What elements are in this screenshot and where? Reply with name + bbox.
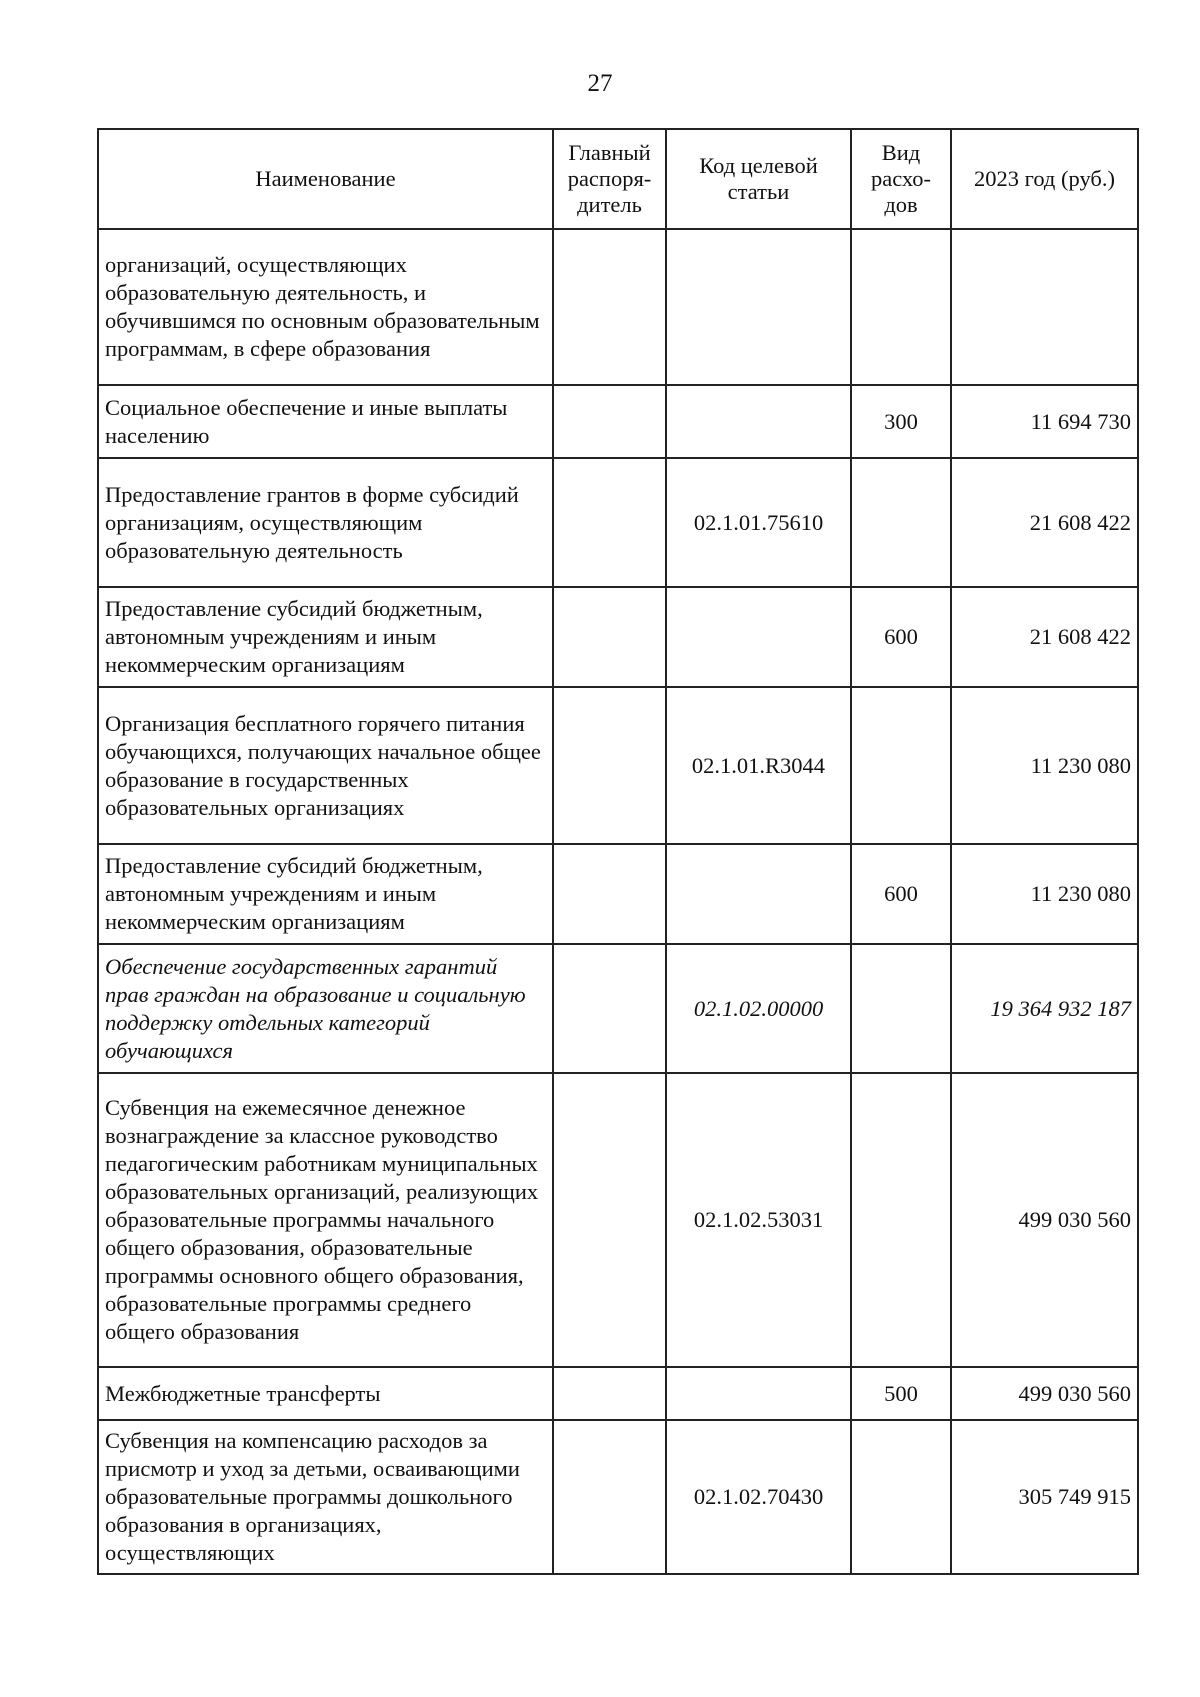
row-sum-cell: 21 608 422 xyxy=(951,458,1138,587)
header-sum: 2023 год (руб.) xyxy=(951,129,1138,229)
row-sum-cell: 305 749 915 xyxy=(951,1420,1138,1574)
row-name-cell: Организация бесплатного горячего питания обучающихся, получающих начальное общее образование в государственных образовательных организациях xyxy=(98,687,553,844)
row-type-cell xyxy=(851,1073,951,1367)
row-admin-cell xyxy=(553,458,666,587)
row-name-cell: Предоставление субсидий бюджетным, автономным учреждениям и иным некоммерческим организациям xyxy=(98,587,553,687)
table-row xyxy=(98,229,1138,385)
row-name-cell: Предоставление субсидий бюджетным, автономным учреждениям и иным некоммерческим организациям xyxy=(98,844,553,944)
row-sum-cell: 11 230 080 xyxy=(951,844,1138,944)
header-code: Код целевой статьи xyxy=(666,129,851,229)
row-type-cell: 300 xyxy=(851,385,951,458)
row-sum-cell: 19 364 932 187 xyxy=(951,944,1138,1073)
row-code-cell: 02.1.02.00000 xyxy=(666,944,851,1073)
row-sum-cell: 21 608 422 xyxy=(951,587,1138,687)
table-body xyxy=(98,229,1138,1574)
row-admin-cell xyxy=(553,587,666,687)
row-type-cell: 500 xyxy=(851,1367,951,1420)
page-number: 27 xyxy=(587,70,613,97)
row-code-cell xyxy=(666,229,851,385)
row-admin-cell xyxy=(553,944,666,1073)
row-type-cell xyxy=(851,1420,951,1574)
row-name-cell: Социальное обеспечение и иные выплаты населению xyxy=(98,385,553,458)
table-row xyxy=(98,944,1138,1073)
row-code-cell xyxy=(666,385,851,458)
row-name-cell: Субвенция на ежемесячное денежное вознаграждение за классное руководство педагогическим работникам муниципальных образовательных организаций, реализующих образовательные программы начального общего образования, образовательные программы основного общего образования, образовательные программы среднего общего образования xyxy=(98,1073,553,1367)
table-row xyxy=(98,844,1138,944)
header-type: Вид расхо-дов xyxy=(851,129,951,229)
row-code-cell: 02.1.02.53031 xyxy=(666,1073,851,1367)
row-admin-cell xyxy=(553,229,666,385)
row-code-cell xyxy=(666,1367,851,1420)
header-row xyxy=(98,129,1138,229)
row-code-cell: 02.1.01.75610 xyxy=(666,458,851,587)
row-type-cell xyxy=(851,944,951,1073)
table-row xyxy=(98,1367,1138,1420)
row-sum-cell: 11 230 080 xyxy=(951,687,1138,844)
row-name-cell: Предоставление грантов в форме субсидий организациям, осуществляющим образовательную деятельность xyxy=(98,458,553,587)
row-sum-cell: 499 030 560 xyxy=(951,1073,1138,1367)
row-name-cell: Межбюджетные трансферты xyxy=(98,1367,553,1420)
table-row xyxy=(98,385,1138,458)
row-type-cell xyxy=(851,229,951,385)
header-name: Наименование xyxy=(98,129,553,229)
row-code-cell xyxy=(666,587,851,687)
table-row xyxy=(98,687,1138,844)
row-admin-cell xyxy=(553,1367,666,1420)
row-name-cell: Обеспечение государственных гарантий прав граждан на образование и социальную поддержку отдельных категорий обучающихся xyxy=(98,944,553,1073)
row-code-cell: 02.1.01.R3044 xyxy=(666,687,851,844)
row-admin-cell xyxy=(553,385,666,458)
table-row xyxy=(98,1420,1138,1574)
row-sum-cell: 499 030 560 xyxy=(951,1367,1138,1420)
budget-table xyxy=(97,128,1139,1575)
table-row xyxy=(98,1073,1138,1367)
row-admin-cell xyxy=(553,844,666,944)
row-admin-cell xyxy=(553,1420,666,1574)
table-row xyxy=(98,587,1138,687)
row-code-cell: 02.1.02.70430 xyxy=(666,1420,851,1574)
row-admin-cell xyxy=(553,687,666,844)
row-type-cell: 600 xyxy=(851,844,951,944)
row-sum-cell: 11 694 730 xyxy=(951,385,1138,458)
header-admin: Главный распоря-дитель xyxy=(553,129,666,229)
row-sum-cell xyxy=(951,229,1138,385)
table-row xyxy=(98,458,1138,587)
row-name-cell: Субвенция на компенсацию расходов за присмотр и уход за детьми, осваивающими образовательные программы дошкольного образования в организациях, осуществляющих xyxy=(98,1420,553,1574)
row-type-cell xyxy=(851,458,951,587)
row-type-cell: 600 xyxy=(851,587,951,687)
row-code-cell xyxy=(666,844,851,944)
row-type-cell xyxy=(851,687,951,844)
row-name-cell: организаций, осуществляющих образовательную деятельность, и обучившимся по основным образовательным программам, в сфере образования xyxy=(98,229,553,385)
row-admin-cell xyxy=(553,1073,666,1367)
